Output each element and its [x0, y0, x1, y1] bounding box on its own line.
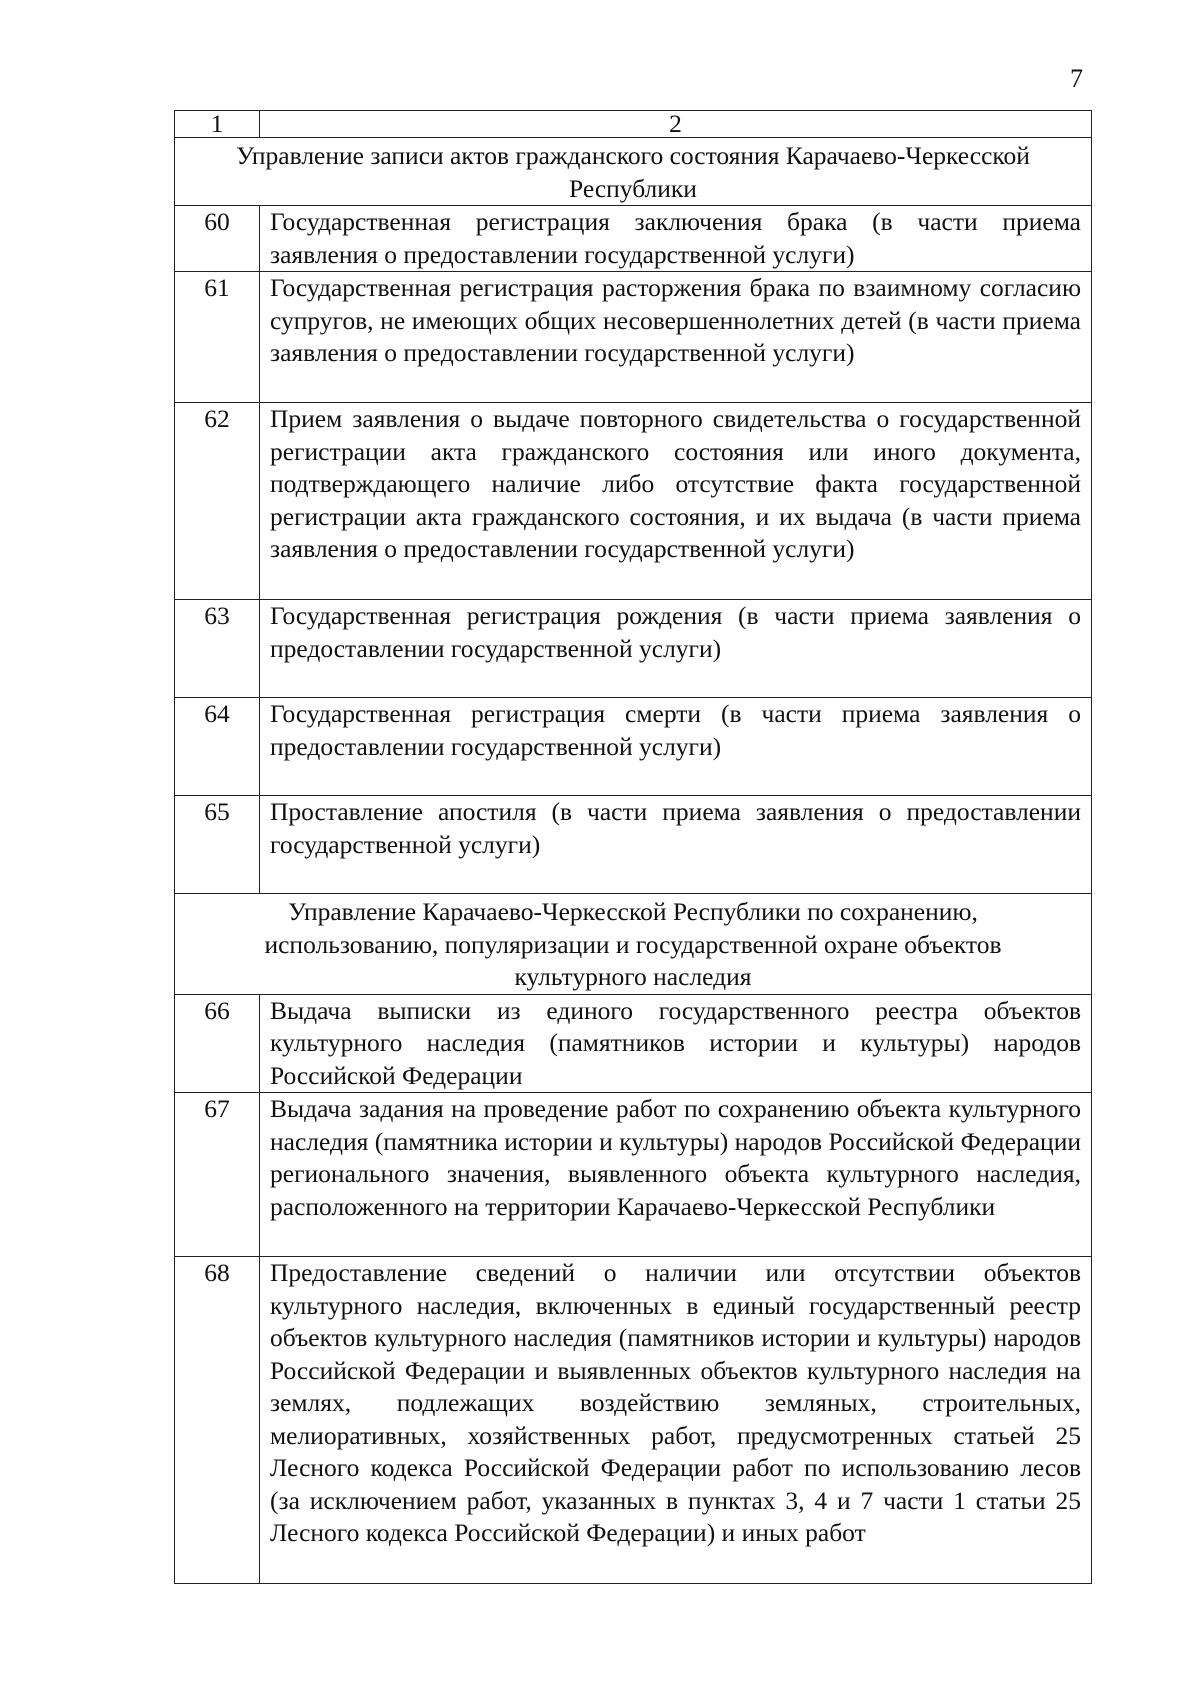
row-number: 60	[175, 206, 260, 272]
row-text: Проставление апостиля (в части приема заявления о предоставлении государственной услуги)	[260, 796, 1092, 894]
services-table	[174, 110, 1092, 1584]
row-text: Выдача задания на проведение работ по сохранению объекта культурного наследия (памятника истории и культуры) народов Российской Федерации регионального значения, выявленного объекта культурного наследия, расположенного на территории Карачаево-Черкесской Республики	[260, 1093, 1092, 1257]
table-header-row	[175, 111, 1092, 138]
table-row	[175, 796, 1092, 894]
row-text: Государственная регистрация заключения брака (в части приема заявления о предоставлении государственной услуги)	[260, 206, 1092, 272]
page-number: 7	[1070, 64, 1083, 93]
row-text: Государственная регистрация смерти (в части приема заявления о предоставлении государственной услуги)	[260, 698, 1092, 796]
table-row	[175, 403, 1092, 600]
table-row	[175, 1257, 1092, 1584]
column-number-2: 2	[260, 111, 1092, 138]
row-text: Прием заявления о выдаче повторного свидетельства о государственной регистрации акта гражданского состояния или иного документа, подтверждающего наличие либо отсутствие факта государственной регистрации акта гражданского состояния, и их выдача (в части приема заявления о предоставлении государственной услуги)	[260, 403, 1092, 600]
section-heading: Управление записи актов гражданского состояния Карачаево-Черкесской Республики	[175, 138, 1092, 206]
section-heading: Управление Карачаево-Черкесской Республики по сохранению, использованию, популяризации и государственной охране объектов культурного наследия	[175, 894, 1092, 995]
table-row	[175, 600, 1092, 698]
row-text: Государственная регистрация расторжения брака по взаимному согласию супругов, не имеющих общих несовершеннолетних детей (в части приема заявления о предоставлении государственной услуги)	[260, 272, 1092, 403]
row-number: 66	[175, 994, 260, 1093]
table-row	[175, 206, 1092, 272]
table-row	[175, 272, 1092, 403]
table-row	[175, 1093, 1092, 1257]
table-row	[175, 994, 1092, 1093]
row-number: 68	[175, 1257, 260, 1584]
row-number: 61	[175, 272, 260, 403]
section-row	[175, 894, 1092, 995]
row-text: Выдача выписки из единого государственного реестра объектов культурного наследия (памятников истории и культуры) народов Российской Федерации	[260, 994, 1092, 1093]
table-row	[175, 698, 1092, 796]
row-number: 63	[175, 600, 260, 698]
section-row	[175, 138, 1092, 206]
row-text: Предоставление сведений о наличии или отсутствии объектов культурного наследия, включенных в единый государственный реестр объектов культурного наследия (памятников истории и культуры) народов Российской Федерации и выявленных объектов культурного наследия на землях, подлежащих воздействию земляных, строительных, мелиоративных, хозяйственных работ, предусмотренных статьей 25 Лесного кодекса Российской Федерации работ по использованию лесов (за исключением работ, указанных в пунктах 3, 4 и 7 части 1 статьи 25 Лесного кодекса Российской Федерации) и иных работ	[260, 1257, 1092, 1584]
column-number-1: 1	[175, 111, 260, 138]
row-number: 64	[175, 698, 260, 796]
row-number: 67	[175, 1093, 260, 1257]
row-text: Государственная регистрация рождения (в части приема заявления о предоставлении государственной услуги)	[260, 600, 1092, 698]
row-number: 65	[175, 796, 260, 894]
row-number: 62	[175, 403, 260, 600]
